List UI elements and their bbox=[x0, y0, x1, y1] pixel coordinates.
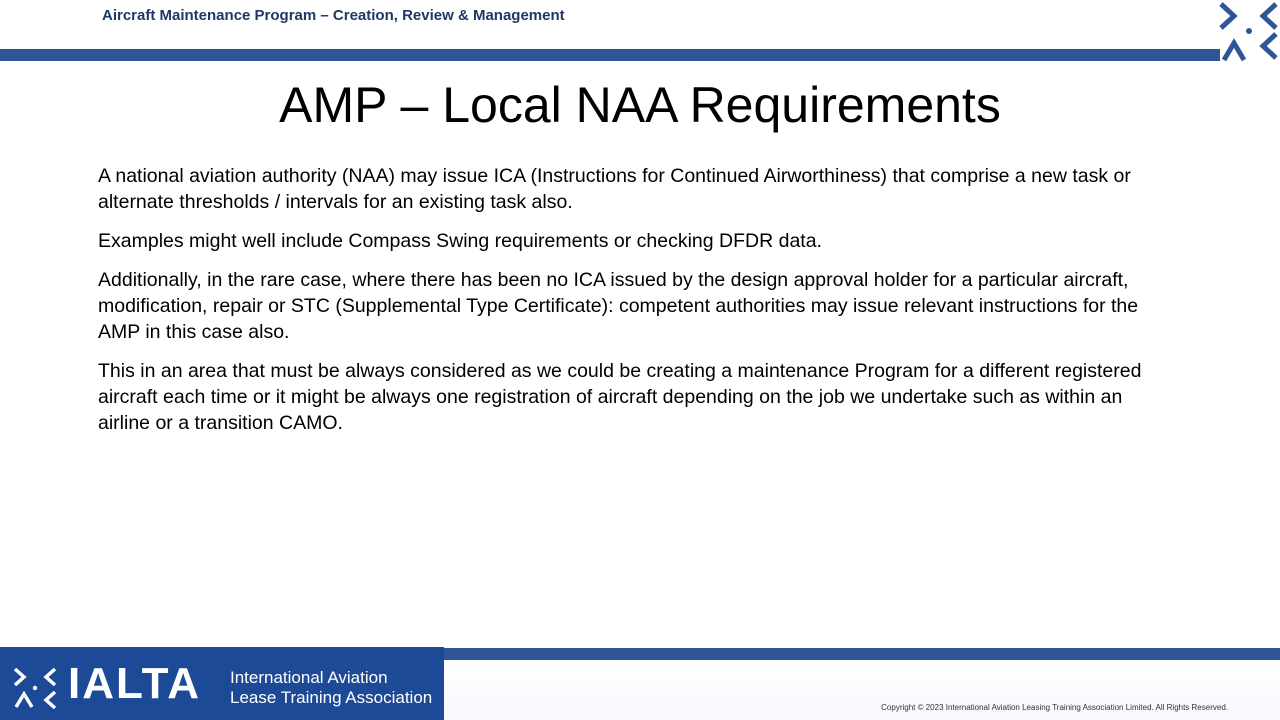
header-title: Aircraft Maintenance Program – Creation, Review & Management bbox=[102, 7, 565, 24]
ialta-logo-icon bbox=[1218, 0, 1280, 62]
footer-logo bbox=[0, 647, 444, 720]
slide-body bbox=[98, 163, 1168, 449]
footer-bar bbox=[444, 648, 1280, 660]
brand-name: IALTA bbox=[68, 659, 201, 708]
body-paragraph: Examples might well include Compass Swing requirements or checking DFDR data. bbox=[98, 230, 822, 252]
brand-tagline-line-2: Lease Training Association bbox=[230, 688, 433, 707]
brand-tagline-line-1: International Aviation bbox=[230, 668, 388, 687]
slide-title: AMP – Local NAA Requirements bbox=[279, 77, 1001, 133]
body-paragraph: A national aviation authority (NAA) may issue ICA (Instructions for Continued Airworthiness) that comprise a new task or alternate thresholds / intervals for an existing task also. bbox=[98, 165, 1131, 213]
copyright-notice: Copyright © 2023 International Aviation Leasing Training Association Limited. All Rights Reserved. bbox=[881, 703, 1228, 712]
header-bar bbox=[0, 49, 1220, 61]
body-paragraph: Additionally, in the rare case, where there has been no ICA issued by the design approval holder for a particular aircraft, modification, repair or STC (Supplemental Type Certificate): competent authorities may issue relevant instructions for the AMP in this case also. bbox=[98, 269, 1139, 343]
ialta-footer-mark-icon bbox=[12, 666, 58, 710]
brand-tagline bbox=[230, 668, 432, 708]
body-paragraph: This in an area that must be always considered as we could be creating a maintenance Program for a different registered aircraft each time or it might be always one registration of aircraft depending on the job we undertake such as within an airline or a transition CAMO. bbox=[98, 360, 1142, 434]
